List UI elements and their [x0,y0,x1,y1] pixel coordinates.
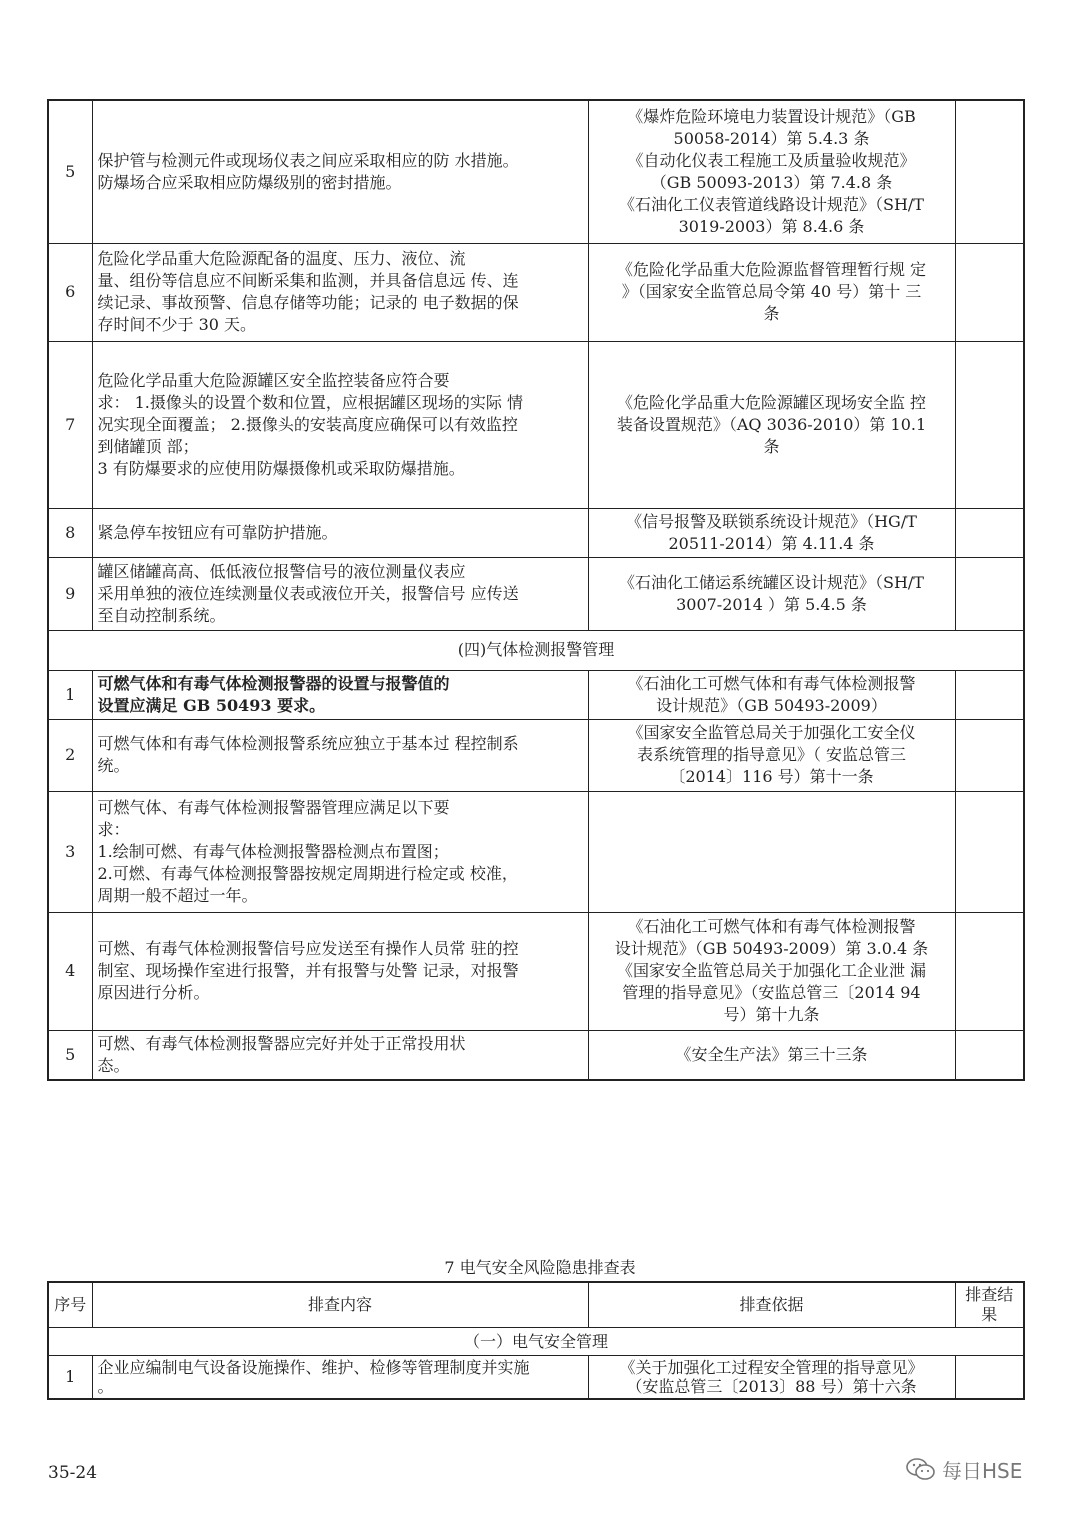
check-result [955,1356,1024,1400]
check-basis [588,791,955,912]
check-content: 保护管与检测元件或现场仪表之间应采取相应的防 水措施。 防爆场合应采取相应防爆级别的密封措施。 [92,100,588,243]
check-content: 可燃气体和有毒气体检测报警器的设置与报警值的 设置应满足 GB 50493 要求。 [92,670,588,719]
check-basis: 《危险化学品重大危险源监督管理暂行规 定 》（国家安全监管总局令第 40 号）第十 三 条 [588,243,955,341]
watermark [906,1455,1022,1484]
check-basis: 《安全生产法》第三十三条 [588,1030,955,1080]
check-basis: 《石油化工可燃气体和有毒气体检测报警 设计规范》（GB 50493-2009）第 3.0.4 条 《国家安全监管总局关于加强化工企业泄 漏 管理的指导意见》（安监总管三〔2014 94 号）第十九条 [588,912,955,1030]
row-number: 7 [48,341,92,508]
check-result [955,719,1024,791]
check-content: 可燃气体和有毒气体检测报警系统应独立于基本过 程控制系 统。 [92,719,588,791]
section-title: （一）电气安全管理 [48,1328,1024,1356]
check-content: 危险化学品重大危险源罐区安全监控装备应符合要 求： 1.摄像头的设置个数和位置，应根据罐区现场的实际 情 况实现全面覆盖； 2.摄像头的安装高度应确保可以有效监控 到储罐顶 部； 3 有防爆要求的应使用防爆摄像机或采取防爆措施。 [92,341,588,508]
check-content: 可燃气体、有毒气体检测报警器管理应满足以下要 求： 1.绘制可燃、有毒气体检测报警器检测点布置图； 2.可燃、有毒气体检测报警器按规定周期进行检定或 校准， 周期一般不超过一年。 [92,791,588,912]
check-result [955,912,1024,1030]
section-header-row [48,630,1024,670]
check-content: 企业应编制电气设备设施操作、维护、检修等管理制度并实施 。 [92,1356,588,1400]
check-result [955,100,1024,243]
page-number: 35-24 [48,1463,98,1483]
table-row [48,243,1024,341]
check-result [955,791,1024,912]
check-content: 可燃、有毒气体检测报警器应完好并处于正常投用状 态。 [92,1030,588,1080]
table-row [48,1356,1024,1400]
row-number: 1 [48,670,92,719]
check-basis: 《石油化工储运系统罐区设计规范》（SH/T 3007-2014 ）第 5.4.5 条 [588,557,955,630]
check-result [955,670,1024,719]
check-result [955,508,1024,557]
watermark-text: 每日HSE [942,1459,1023,1483]
table-header-row [48,1282,1024,1328]
header-content: 排查内容 [92,1282,588,1328]
check-basis: 《危险化学品重大危险源罐区现场安全监 控 装备设置规范》（AQ 3036-2010）第 10.1 条 [588,341,955,508]
row-number: 2 [48,719,92,791]
row-number: 6 [48,243,92,341]
header-no: 序号 [48,1282,92,1328]
electrical-table [47,1281,1025,1400]
table-row [48,341,1024,508]
check-basis: 《信号报警及联锁系统设计规范》（HG/T 20511-2014）第 4.11.4 条 [588,508,955,557]
section-header-row [48,1328,1024,1356]
check-result [955,243,1024,341]
main-table [47,99,1025,1081]
check-result [955,1030,1024,1080]
row-number: 8 [48,508,92,557]
check-result [955,341,1024,508]
check-basis: 《关于加强化工过程安全管理的指导意见》 （安监总管三〔2013〕88 号）第十六条 [588,1356,955,1400]
table-row [48,670,1024,719]
row-number: 5 [48,100,92,243]
check-basis: 《国家安全监管总局关于加强化工安全仪 表系统管理的指导意见》（ 安监总管三 〔2014〕116 号）第十一条 [588,719,955,791]
wechat-icon [906,1457,936,1483]
row-number: 5 [48,1030,92,1080]
check-content: 罐区储罐高高、低低液位报警信号的液位测量仪表应 采用单独的液位连续测量仪表或液位开关，报警信号 应传送 至自动控制系统。 [92,557,588,630]
table-row [48,100,1024,243]
check-content: 紧急停车按钮应有可靠防护措施。 [92,508,588,557]
row-number: 1 [48,1356,92,1400]
row-number: 9 [48,557,92,630]
table-row [48,912,1024,1030]
row-number: 3 [48,791,92,912]
table-row [48,508,1024,557]
check-content: 可燃、有毒气体检测报警信号应发送至有操作人员常 驻的控 制室、现场操作室进行报警，并有报警与处警 记录，对报警 原因进行分析。 [92,912,588,1030]
section-title: (四)气体检测报警管理 [48,630,1024,670]
table-row [48,791,1024,912]
check-basis: 《石油化工可燃气体和有毒气体检测报警 设计规范》（GB 50493-2009） [588,670,955,719]
table-row [48,719,1024,791]
section-heading: 7 电气安全风险隐患排查表 [444,1258,636,1277]
check-result [955,557,1024,630]
table-row [48,557,1024,630]
row-number: 4 [48,912,92,1030]
check-basis: 《爆炸危险环境电力装置设计规范》（GB 50058-2014）第 5.4.3 条 《自动化仪表工程施工及质量验收规范》 （GB 50093-2013）第 7.4.8 条 《石油化工仪表管道线路设计规范》（SH/T 3019-2003）第 8.4.6 条 [588,100,955,243]
table-row [48,1030,1024,1080]
header-result: 排查结 果 [955,1282,1024,1328]
check-content: 危险化学品重大危险源配备的温度、压力、液位、流 量、组份等信息应不间断采集和监测，并具备信息远 传、连 续记录、事故预警、信息存储等功能；记录的 电子数据的保 存时间不少于 30 天。 [92,243,588,341]
header-basis: 排查依据 [588,1282,955,1328]
